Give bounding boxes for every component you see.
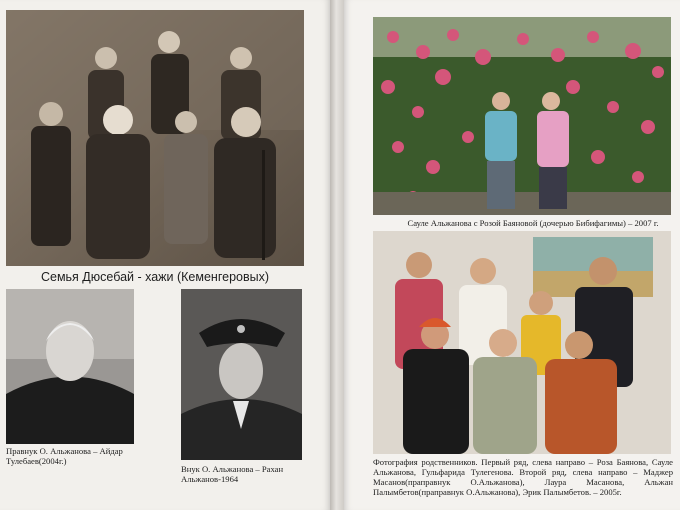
family-group-photo (6, 10, 304, 266)
garden-photo-caption: Сауле Альжанова с Розой Баяновой (дочерью Бибифагимы) – 2007 г. (407, 218, 659, 228)
relatives-photo (373, 231, 671, 454)
portrait-aidar-photo (6, 289, 134, 444)
portrait-rakhan-photo (181, 289, 302, 460)
family-photo-caption: Семья Дюсебай - хажи (Кеменгеровых) (40, 270, 270, 284)
left-page (0, 0, 330, 510)
garden-photo (373, 17, 671, 215)
portrait-aidar-caption: Правнук О. Альжанова – Айдар Тулебаев(2004г.) (6, 446, 123, 466)
right-page (344, 0, 680, 510)
portrait-rakhan-caption: Внук О. Альжанова – Рахан Альжанов-1964 (181, 464, 284, 484)
relatives-photo-caption: Фотография родственников. Первый ряд, слева направо – Роза Баянова, Сауле Альжанова, Гульфарида Тулегенова. Второй ряд, слева направо – Маджер Масанов(праправнук О.Альжанова), Лаура Масанова, Альжан Палымбетов(праправнук О.Альжанова), Эрик Палымбетов. – 2005г. (373, 457, 673, 497)
book-gutter (330, 0, 344, 510)
